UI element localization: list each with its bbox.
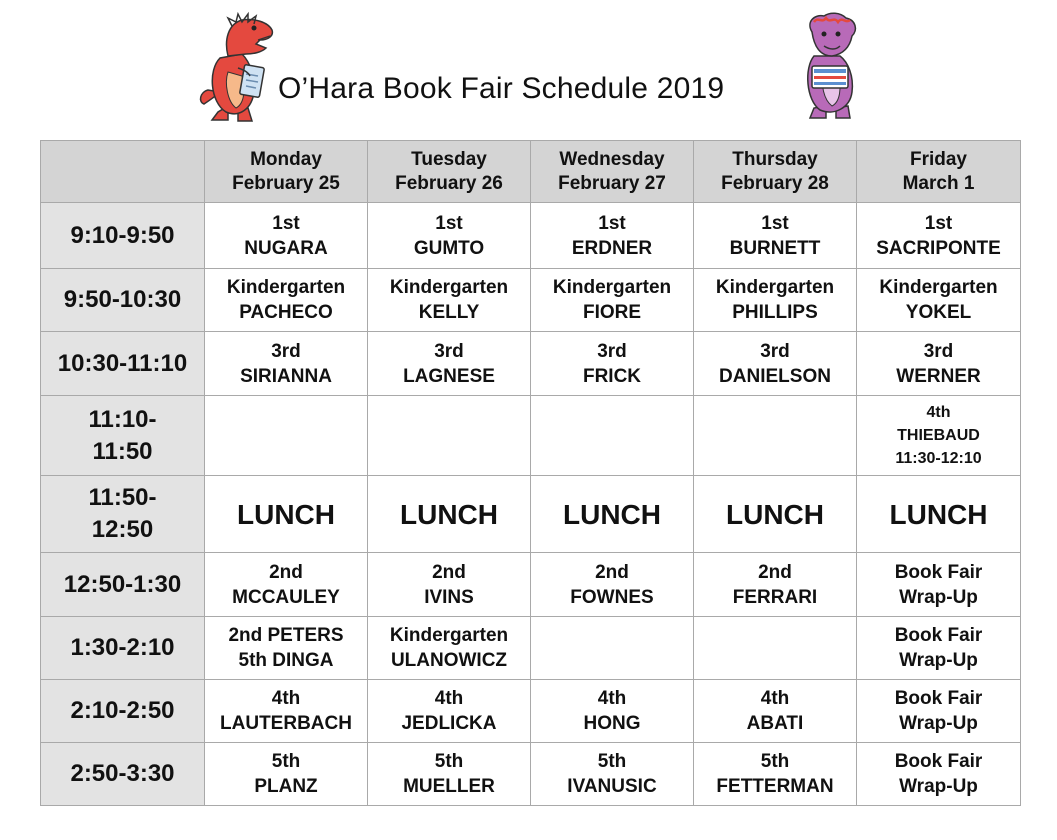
- day-date: February 26: [395, 172, 503, 194]
- class-cell: [205, 332, 368, 396]
- cell-line: 5th DINGA: [238, 650, 334, 671]
- class-cell: [205, 680, 368, 743]
- day-date: February 28: [721, 172, 829, 194]
- cell-line: Book Fair: [894, 688, 983, 709]
- cell-line: 2nd: [432, 561, 466, 583]
- time-line: 2:10-2:50: [70, 697, 175, 724]
- cell-line: Wrap-Up: [899, 713, 978, 734]
- schedule-row: [41, 617, 1021, 680]
- cell-line: 4th: [271, 688, 301, 709]
- cell-line: 5th: [760, 751, 790, 772]
- class-cell: [694, 332, 857, 396]
- class-cell: [857, 396, 1021, 476]
- empty-cell: [531, 396, 694, 476]
- cell-line: 3rd: [434, 340, 464, 362]
- cell-line: JEDLICKA: [401, 713, 497, 734]
- cell-line: PLANZ: [254, 776, 318, 797]
- time-slot: [41, 396, 205, 476]
- cell-line: 1st: [761, 212, 789, 234]
- cell-line: 2nd: [269, 561, 303, 583]
- cell-line: FRICK: [582, 365, 642, 387]
- cell-line: Kindergarten: [389, 277, 509, 298]
- cell-line: 4th: [926, 404, 951, 421]
- cell-line: 2nd: [758, 561, 792, 583]
- empty-cell: [694, 617, 857, 680]
- class-cell: [205, 617, 368, 680]
- class-cell: [694, 680, 857, 743]
- class-cell: [368, 617, 531, 680]
- time-line: 11:50: [92, 437, 153, 465]
- red-dinosaur-reading-icon: [198, 10, 278, 125]
- cell-line: 5th: [597, 751, 627, 772]
- cell-line: 3rd: [923, 340, 954, 362]
- cell-line: HONG: [583, 713, 641, 734]
- cell-line: ABATI: [746, 713, 804, 734]
- time-line: 1:30-2:10: [70, 634, 175, 661]
- time-slot: [41, 332, 205, 396]
- time-slot: [41, 553, 205, 617]
- cell-line: 3rd: [760, 340, 790, 362]
- cell-line: 2nd PETERS: [228, 625, 344, 646]
- cell-line: 3rd: [271, 340, 301, 362]
- lunch-cell: LUNCH: [205, 476, 368, 553]
- cell-line: MUELLER: [403, 776, 495, 797]
- class-cell: [694, 553, 857, 617]
- class-cell: [857, 269, 1021, 332]
- lunch-cell: LUNCH: [857, 476, 1021, 553]
- cell-line: 1st: [435, 212, 463, 234]
- day-date: February 25: [232, 172, 340, 194]
- schedule-row: [41, 332, 1021, 396]
- time-line: 12:50: [91, 516, 154, 543]
- cell-line: THIEBAUD: [897, 427, 980, 444]
- cell-line: Wrap-Up: [899, 650, 978, 671]
- day-name: Thursday: [732, 148, 818, 170]
- cell-line: 1st: [598, 212, 626, 234]
- cell-line: ERDNER: [571, 237, 653, 259]
- day-header: [694, 141, 857, 203]
- time-slot: [41, 203, 205, 269]
- cell-line: NUGARA: [244, 237, 328, 259]
- class-cell: [368, 203, 531, 269]
- day-header: [531, 141, 694, 203]
- cell-line: 3rd: [597, 340, 627, 362]
- day-name: Tuesday: [411, 148, 487, 170]
- class-cell: [531, 332, 694, 396]
- time-line: 9:10-9:50: [70, 221, 175, 249]
- class-cell: [205, 203, 368, 269]
- time-line: 11:10-: [88, 405, 157, 433]
- class-cell: [368, 332, 531, 396]
- day-header: [205, 141, 368, 203]
- cell-line: DANIELSON: [719, 365, 831, 387]
- cell-line: Kindergarten: [389, 625, 509, 646]
- time-slot: [41, 680, 205, 743]
- class-cell: [531, 743, 694, 806]
- cell-line: FETTERMAN: [716, 776, 834, 797]
- class-cell: [694, 269, 857, 332]
- cell-line: FERRARI: [732, 586, 818, 608]
- day-header: [368, 141, 531, 203]
- schedule-row: [41, 553, 1021, 617]
- page-title: O’Hara Book Fair Schedule 2019: [278, 72, 725, 105]
- cell-line: PACHECO: [239, 302, 333, 323]
- class-cell: [205, 743, 368, 806]
- class-cell: [694, 203, 857, 269]
- class-cell: [368, 269, 531, 332]
- schedule-row: [41, 203, 1021, 269]
- cell-line: SACRIPONTE: [876, 237, 1001, 259]
- cell-line: LAUTERBACH: [220, 713, 352, 734]
- cell-line: 1st: [924, 212, 953, 234]
- schedule-row: [41, 476, 1021, 553]
- schedule-row: [41, 680, 1021, 743]
- cell-line: GUMTO: [413, 237, 485, 259]
- time-slot: [41, 617, 205, 680]
- corner-cell: [41, 141, 205, 203]
- time-slot: [41, 476, 205, 553]
- cell-line: 4th: [760, 688, 790, 709]
- purple-dinosaur-reading-icon: [800, 12, 862, 122]
- class-cell: [205, 269, 368, 332]
- class-cell: [531, 203, 694, 269]
- day-header-row: [41, 141, 1021, 203]
- day-header: [857, 141, 1021, 203]
- lunch-cell: LUNCH: [531, 476, 694, 553]
- day-name: Wednesday: [559, 148, 665, 170]
- cell-line: 2nd: [595, 561, 629, 583]
- day-date: March 1: [902, 172, 975, 194]
- empty-cell: [531, 617, 694, 680]
- class-cell: [368, 743, 531, 806]
- cell-line: 5th: [271, 751, 301, 772]
- cell-line: 5th: [434, 751, 464, 772]
- cell-line: 4th: [434, 688, 464, 709]
- cell-line: Kindergarten: [552, 277, 672, 298]
- time-line: 2:50-3:30: [70, 760, 175, 787]
- class-cell: [857, 553, 1021, 617]
- cell-line: Book Fair: [894, 561, 983, 583]
- cell-line: Wrap-Up: [899, 776, 978, 797]
- cell-line: Kindergarten: [226, 277, 346, 298]
- class-cell: [694, 743, 857, 806]
- day-name: Friday: [909, 148, 968, 170]
- cell-line: FIORE: [582, 302, 642, 323]
- cell-line: Book Fair: [894, 751, 983, 772]
- class-cell: [368, 553, 531, 617]
- cell-line: WERNER: [896, 365, 981, 387]
- cell-line: LAGNESE: [403, 365, 495, 387]
- cell-line: IVANUSIC: [567, 776, 657, 797]
- schedule-row: [41, 743, 1021, 806]
- empty-cell: [205, 396, 368, 476]
- day-name: Monday: [250, 148, 322, 170]
- class-cell: [531, 553, 694, 617]
- empty-cell: [368, 396, 531, 476]
- cell-line: Wrap-Up: [899, 586, 978, 608]
- page-header: [0, 0, 1057, 140]
- day-date: February 27: [558, 172, 666, 194]
- lunch-cell: LUNCH: [694, 476, 857, 553]
- class-cell: [857, 332, 1021, 396]
- lunch-cell: LUNCH: [368, 476, 531, 553]
- cell-line: ULANOWICZ: [390, 650, 508, 671]
- cell-line: BURNETT: [729, 237, 821, 259]
- class-cell: [531, 269, 694, 332]
- cell-line: 1st: [272, 212, 300, 234]
- cell-line: FOWNES: [570, 586, 654, 608]
- time-line: 12:50-1:30: [63, 570, 182, 598]
- cell-line: Book Fair: [894, 625, 983, 646]
- empty-cell: [694, 396, 857, 476]
- time-line: 10:30-11:10: [57, 349, 188, 377]
- class-cell: [857, 743, 1021, 806]
- time-slot: [41, 269, 205, 332]
- class-cell: [205, 553, 368, 617]
- cell-line: SIRIANNA: [240, 365, 332, 387]
- time-slot: [41, 743, 205, 806]
- schedule-table: [40, 140, 1021, 806]
- cell-line: MCCAULEY: [232, 586, 340, 608]
- class-cell: [857, 680, 1021, 743]
- cell-line: Kindergarten: [715, 277, 835, 298]
- cell-line: 4th: [597, 688, 627, 709]
- cell-line: PHILLIPS: [732, 302, 818, 323]
- time-line: 9:50-10:30: [63, 286, 182, 313]
- class-cell: [857, 203, 1021, 269]
- schedule-row: [41, 269, 1021, 332]
- time-line: 11:50-: [88, 484, 157, 511]
- class-cell: [368, 680, 531, 743]
- cell-line: 11:30-12:10: [895, 450, 982, 467]
- cell-line: IVINS: [424, 586, 474, 608]
- schedule-row: [41, 396, 1021, 476]
- cell-line: YOKEL: [905, 302, 972, 323]
- cell-line: KELLY: [418, 302, 480, 323]
- class-cell: [531, 680, 694, 743]
- class-cell: [857, 617, 1021, 680]
- cell-line: Kindergarten: [879, 277, 998, 298]
